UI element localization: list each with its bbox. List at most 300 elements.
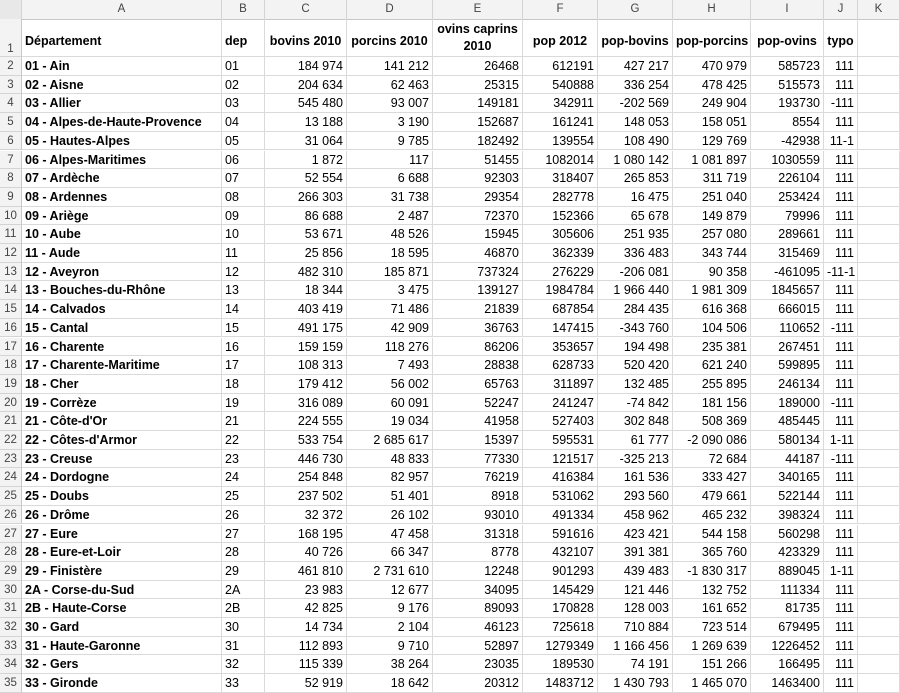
table-cell[interactable] [858, 132, 900, 151]
row-header-19[interactable]: 19 [0, 375, 22, 394]
table-cell[interactable]: 111 [824, 375, 858, 394]
table-cell[interactable] [858, 375, 900, 394]
column-header-j[interactable]: J [824, 0, 858, 19]
table-cell[interactable]: 149181 [433, 94, 523, 113]
table-cell[interactable]: 266 303 [265, 188, 347, 207]
table-cell[interactable] [858, 113, 900, 132]
table-cell[interactable]: 31 [222, 637, 265, 656]
table-cell[interactable]: 403 419 [265, 300, 347, 319]
header-cell-pop-ovins[interactable]: pop-ovins [751, 19, 824, 57]
table-cell[interactable]: 111 [824, 674, 858, 693]
table-cell[interactable]: 311897 [523, 375, 598, 394]
table-cell[interactable]: 226104 [751, 169, 824, 188]
table-cell[interactable] [858, 207, 900, 226]
row-header-31[interactable]: 31 [0, 599, 22, 618]
table-cell[interactable]: -74 842 [598, 394, 673, 413]
table-cell[interactable]: 111 [824, 188, 858, 207]
table-cell[interactable]: 32 372 [265, 506, 347, 525]
table-cell[interactable]: -111 [824, 319, 858, 338]
row-header-32[interactable]: 32 [0, 618, 22, 637]
table-cell[interactable]: 132 752 [673, 581, 751, 600]
table-cell[interactable]: 21839 [433, 300, 523, 319]
table-cell[interactable] [858, 338, 900, 357]
table-cell[interactable]: 25 [222, 487, 265, 506]
table-cell[interactable]: 12 - Aveyron [22, 263, 222, 282]
table-cell[interactable]: 1 430 793 [598, 674, 673, 693]
table-cell[interactable] [858, 431, 900, 450]
table-cell[interactable]: 267451 [751, 338, 824, 357]
table-cell[interactable]: 132 485 [598, 375, 673, 394]
table-cell[interactable]: 666015 [751, 300, 824, 319]
table-cell[interactable]: 90 358 [673, 263, 751, 282]
table-cell[interactable]: 48 526 [347, 225, 433, 244]
table-cell[interactable]: 18 642 [347, 674, 433, 693]
table-cell[interactable]: 194 498 [598, 338, 673, 357]
table-cell[interactable]: 14 [222, 300, 265, 319]
table-cell[interactable]: 31318 [433, 525, 523, 544]
header-cell-pop-bovins[interactable]: pop-bovins [598, 19, 673, 57]
empty-cell-k[interactable] [858, 19, 900, 57]
table-cell[interactable]: 111 [824, 487, 858, 506]
row-header-7[interactable]: 7 [0, 151, 22, 170]
table-cell[interactable]: 612191 [523, 57, 598, 76]
table-cell[interactable]: 423329 [751, 543, 824, 562]
table-cell[interactable]: 737324 [433, 263, 523, 282]
table-cell[interactable]: 29 - Finistère [22, 562, 222, 581]
table-cell[interactable] [858, 543, 900, 562]
table-cell[interactable]: 15 - Cantal [22, 319, 222, 338]
table-cell[interactable]: -325 213 [598, 450, 673, 469]
table-cell[interactable]: 47 458 [347, 525, 433, 544]
table-cell[interactable]: 139554 [523, 132, 598, 151]
row-header-20[interactable]: 20 [0, 394, 22, 413]
table-cell[interactable]: 10 [222, 225, 265, 244]
table-cell[interactable]: 04 [222, 113, 265, 132]
table-cell[interactable]: 22 [222, 431, 265, 450]
table-cell[interactable]: 1226452 [751, 637, 824, 656]
table-cell[interactable]: 315469 [751, 244, 824, 263]
table-cell[interactable]: 56 002 [347, 375, 433, 394]
table-cell[interactable]: 151 266 [673, 655, 751, 674]
table-cell[interactable]: 1-11 [824, 431, 858, 450]
table-cell[interactable]: 725618 [523, 618, 598, 637]
table-cell[interactable]: 9 710 [347, 637, 433, 656]
table-cell[interactable]: 06 [222, 151, 265, 170]
table-cell[interactable]: 111 [824, 300, 858, 319]
table-cell[interactable]: 18 344 [265, 281, 347, 300]
table-cell[interactable]: 60 091 [347, 394, 433, 413]
table-cell[interactable]: 26468 [433, 57, 523, 76]
table-cell[interactable]: 889045 [751, 562, 824, 581]
row-header-24[interactable]: 24 [0, 468, 22, 487]
table-cell[interactable]: 10 - Aube [22, 225, 222, 244]
table-cell[interactable]: 82 957 [347, 468, 433, 487]
table-cell[interactable]: 14 - Calvados [22, 300, 222, 319]
table-cell[interactable]: 72 684 [673, 450, 751, 469]
row-header-5[interactable]: 5 [0, 113, 22, 132]
table-cell[interactable]: 599895 [751, 356, 824, 375]
column-header-e[interactable]: E [433, 0, 523, 19]
table-cell[interactable]: 235 381 [673, 338, 751, 357]
table-cell[interactable]: -2 090 086 [673, 431, 751, 450]
table-cell[interactable]: 189000 [751, 394, 824, 413]
table-cell[interactable]: 38 264 [347, 655, 433, 674]
table-cell[interactable]: 7 493 [347, 356, 433, 375]
table-cell[interactable]: 336 483 [598, 244, 673, 263]
table-cell[interactable]: 111 [824, 637, 858, 656]
header-cell-bovins[interactable]: bovins 2010 [265, 19, 347, 57]
row-header-3[interactable]: 3 [0, 76, 22, 95]
table-cell[interactable]: 470 979 [673, 57, 751, 76]
table-cell[interactable]: 293 560 [598, 487, 673, 506]
table-cell[interactable]: 616 368 [673, 300, 751, 319]
table-cell[interactable] [858, 468, 900, 487]
table-cell[interactable]: 621 240 [673, 356, 751, 375]
table-cell[interactable]: 111 [824, 225, 858, 244]
table-cell[interactable]: 108 490 [598, 132, 673, 151]
table-cell[interactable]: 16 475 [598, 188, 673, 207]
table-cell[interactable]: 276229 [523, 263, 598, 282]
table-cell[interactable]: 02 - Aisne [22, 76, 222, 95]
table-cell[interactable]: 25 856 [265, 244, 347, 263]
row-header-22[interactable]: 22 [0, 431, 22, 450]
table-cell[interactable]: 491 175 [265, 319, 347, 338]
table-cell[interactable]: 560298 [751, 525, 824, 544]
table-cell[interactable]: 108 313 [265, 356, 347, 375]
row-header-11[interactable]: 11 [0, 225, 22, 244]
header-cell-pop[interactable]: pop 2012 [523, 19, 598, 57]
table-cell[interactable]: 27 - Eure [22, 525, 222, 544]
table-cell[interactable]: 28838 [433, 356, 523, 375]
table-cell[interactable]: -111 [824, 394, 858, 413]
table-cell[interactable]: 1483712 [523, 674, 598, 693]
table-cell[interactable]: 255 895 [673, 375, 751, 394]
table-cell[interactable]: 531062 [523, 487, 598, 506]
header-cell-dep[interactable]: dep [222, 19, 265, 57]
table-cell[interactable]: 08 [222, 188, 265, 207]
table-cell[interactable]: 6 688 [347, 169, 433, 188]
table-cell[interactable]: 491334 [523, 506, 598, 525]
table-cell[interactable]: 2A - Corse-du-Sud [22, 581, 222, 600]
table-cell[interactable]: 111 [824, 338, 858, 357]
table-cell[interactable]: 141 212 [347, 57, 433, 76]
table-cell[interactable]: 485445 [751, 412, 824, 431]
table-cell[interactable]: 32 - Gers [22, 655, 222, 674]
table-cell[interactable]: 111 [824, 506, 858, 525]
table-cell[interactable]: 118 276 [347, 338, 433, 357]
table-cell[interactable]: 36763 [433, 319, 523, 338]
table-cell[interactable]: 3 190 [347, 113, 433, 132]
table-cell[interactable]: 19 - Corrèze [22, 394, 222, 413]
row-header-9[interactable]: 9 [0, 188, 22, 207]
table-cell[interactable]: 254 848 [265, 468, 347, 487]
table-cell[interactable]: 111 [824, 599, 858, 618]
table-cell[interactable]: 336 254 [598, 76, 673, 95]
row-header-14[interactable]: 14 [0, 281, 22, 300]
table-cell[interactable]: 86 688 [265, 207, 347, 226]
table-cell[interactable]: 1 081 897 [673, 151, 751, 170]
table-cell[interactable]: 16 [222, 338, 265, 357]
table-cell[interactable]: 21 [222, 412, 265, 431]
row-header-25[interactable]: 25 [0, 487, 22, 506]
column-header-b[interactable]: B [222, 0, 265, 19]
table-cell[interactable] [858, 356, 900, 375]
row-header-21[interactable]: 21 [0, 412, 22, 431]
table-cell[interactable]: 121517 [523, 450, 598, 469]
table-cell[interactable]: 01 - Ain [22, 57, 222, 76]
table-cell[interactable]: 316 089 [265, 394, 347, 413]
table-cell[interactable]: 12 [222, 263, 265, 282]
table-cell[interactable]: 8918 [433, 487, 523, 506]
table-cell[interactable]: 111 [824, 412, 858, 431]
table-cell[interactable]: 152366 [523, 207, 598, 226]
row-header-17[interactable]: 17 [0, 338, 22, 357]
table-cell[interactable]: 18 - Cher [22, 375, 222, 394]
table-cell[interactable]: 23 983 [265, 581, 347, 600]
table-cell[interactable]: 1 966 440 [598, 281, 673, 300]
table-cell[interactable]: -343 760 [598, 319, 673, 338]
table-cell[interactable]: 93010 [433, 506, 523, 525]
row-header-13[interactable]: 13 [0, 263, 22, 282]
row-header-30[interactable]: 30 [0, 581, 22, 600]
table-cell[interactable]: 8778 [433, 543, 523, 562]
table-cell[interactable]: 237 502 [265, 487, 347, 506]
column-header-c[interactable]: C [265, 0, 347, 19]
table-cell[interactable]: 18 595 [347, 244, 433, 263]
table-cell[interactable]: 40 726 [265, 543, 347, 562]
table-cell[interactable]: 15397 [433, 431, 523, 450]
table-cell[interactable]: 282778 [523, 188, 598, 207]
table-cell[interactable]: 111 [824, 57, 858, 76]
table-cell[interactable]: 533 754 [265, 431, 347, 450]
table-cell[interactable]: 20312 [433, 674, 523, 693]
table-cell[interactable]: 111 [824, 113, 858, 132]
table-cell[interactable] [858, 655, 900, 674]
table-cell[interactable]: 458 962 [598, 506, 673, 525]
table-cell[interactable]: 14 734 [265, 618, 347, 637]
table-cell[interactable]: 13 - Bouches-du-Rhône [22, 281, 222, 300]
table-cell[interactable]: 1 465 070 [673, 674, 751, 693]
table-cell[interactable]: 628733 [523, 356, 598, 375]
table-cell[interactable]: 129 769 [673, 132, 751, 151]
table-cell[interactable] [858, 151, 900, 170]
table-cell[interactable]: 2 487 [347, 207, 433, 226]
table-cell[interactable] [858, 94, 900, 113]
table-cell[interactable]: 111 [824, 525, 858, 544]
table-cell[interactable]: 515573 [751, 76, 824, 95]
table-cell[interactable]: 31 738 [347, 188, 433, 207]
table-cell[interactable]: 15 [222, 319, 265, 338]
table-cell[interactable]: 193730 [751, 94, 824, 113]
table-cell[interactable]: 17 - Charente-Maritime [22, 356, 222, 375]
table-cell[interactable]: -461095 [751, 263, 824, 282]
table-cell[interactable]: 166495 [751, 655, 824, 674]
table-cell[interactable]: 111 [824, 356, 858, 375]
table-cell[interactable]: 111 [824, 543, 858, 562]
table-cell[interactable]: 110652 [751, 319, 824, 338]
table-cell[interactable]: 71 486 [347, 300, 433, 319]
table-cell[interactable]: 46870 [433, 244, 523, 263]
table-cell[interactable]: 2A [222, 581, 265, 600]
table-cell[interactable] [858, 300, 900, 319]
table-cell[interactable]: 25315 [433, 76, 523, 95]
table-cell[interactable] [858, 506, 900, 525]
table-cell[interactable] [858, 525, 900, 544]
table-cell[interactable]: 66 347 [347, 543, 433, 562]
table-cell[interactable]: 32 [222, 655, 265, 674]
table-cell[interactable]: 12 677 [347, 581, 433, 600]
table-cell[interactable]: 246134 [751, 375, 824, 394]
table-cell[interactable] [858, 169, 900, 188]
table-cell[interactable] [858, 76, 900, 95]
table-cell[interactable]: 27 [222, 525, 265, 544]
table-cell[interactable]: 1082014 [523, 151, 598, 170]
table-cell[interactable] [858, 188, 900, 207]
header-cell-porcins[interactable]: porcins 2010 [347, 19, 433, 57]
table-cell[interactable]: 34095 [433, 581, 523, 600]
table-cell[interactable]: 710 884 [598, 618, 673, 637]
table-cell[interactable]: 111 [824, 581, 858, 600]
table-cell[interactable]: 86206 [433, 338, 523, 357]
table-cell[interactable]: 391 381 [598, 543, 673, 562]
table-cell[interactable]: 1845657 [751, 281, 824, 300]
table-cell[interactable]: 251 935 [598, 225, 673, 244]
table-cell[interactable]: 31 064 [265, 132, 347, 151]
table-cell[interactable]: 170828 [523, 599, 598, 618]
table-cell[interactable]: 23035 [433, 655, 523, 674]
table-cell[interactable]: 53 671 [265, 225, 347, 244]
table-cell[interactable]: 30 [222, 618, 265, 637]
table-cell[interactable]: 24 - Dordogne [22, 468, 222, 487]
table-cell[interactable]: 343 744 [673, 244, 751, 263]
table-cell[interactable]: 446 730 [265, 450, 347, 469]
table-cell[interactable]: 427 217 [598, 57, 673, 76]
table-cell[interactable]: 33 - Gironde [22, 674, 222, 693]
table-cell[interactable]: 111 [824, 169, 858, 188]
table-cell[interactable]: 362339 [523, 244, 598, 263]
table-cell[interactable] [858, 412, 900, 431]
row-header-35[interactable]: 35 [0, 674, 22, 693]
table-cell[interactable]: 161241 [523, 113, 598, 132]
table-cell[interactable]: 224 555 [265, 412, 347, 431]
table-cell[interactable]: 161 652 [673, 599, 751, 618]
table-cell[interactable]: 51 401 [347, 487, 433, 506]
table-cell[interactable]: 111 [824, 618, 858, 637]
table-cell[interactable]: 05 [222, 132, 265, 151]
table-cell[interactable]: 26 102 [347, 506, 433, 525]
table-cell[interactable]: 189530 [523, 655, 598, 674]
table-cell[interactable]: 253424 [751, 188, 824, 207]
table-cell[interactable]: 527403 [523, 412, 598, 431]
table-cell[interactable]: 398324 [751, 506, 824, 525]
table-cell[interactable]: 29 [222, 562, 265, 581]
table-cell[interactable]: 1463400 [751, 674, 824, 693]
table-cell[interactable]: 06 - Alpes-Maritimes [22, 151, 222, 170]
select-all-corner[interactable] [0, 0, 22, 19]
table-cell[interactable] [858, 263, 900, 282]
column-header-i[interactable]: I [751, 0, 824, 19]
table-cell[interactable]: 15945 [433, 225, 523, 244]
table-cell[interactable]: 31 - Haute-Garonne [22, 637, 222, 656]
column-header-a[interactable]: A [22, 0, 222, 19]
table-cell[interactable]: 112 893 [265, 637, 347, 656]
table-cell[interactable]: 19 [222, 394, 265, 413]
row-header-28[interactable]: 28 [0, 543, 22, 562]
table-cell[interactable]: 522144 [751, 487, 824, 506]
table-cell[interactable]: 79996 [751, 207, 824, 226]
table-cell[interactable]: 121 446 [598, 581, 673, 600]
table-cell[interactable]: 2B - Haute-Corse [22, 599, 222, 618]
table-cell[interactable]: 520 420 [598, 356, 673, 375]
table-cell[interactable]: -111 [824, 450, 858, 469]
table-cell[interactable]: 723 514 [673, 618, 751, 637]
row-header-23[interactable]: 23 [0, 450, 22, 469]
table-cell[interactable]: 1 080 142 [598, 151, 673, 170]
table-cell[interactable]: 115 339 [265, 655, 347, 674]
table-cell[interactable] [858, 244, 900, 263]
table-cell[interactable]: 30 - Gard [22, 618, 222, 637]
table-cell[interactable]: 09 - Ariège [22, 207, 222, 226]
table-cell[interactable]: 333 427 [673, 468, 751, 487]
table-cell[interactable] [858, 637, 900, 656]
table-cell[interactable]: 26 - Drôme [22, 506, 222, 525]
table-cell[interactable]: 479 661 [673, 487, 751, 506]
table-cell[interactable]: 02 [222, 76, 265, 95]
table-cell[interactable]: 65 678 [598, 207, 673, 226]
table-cell[interactable]: 461 810 [265, 562, 347, 581]
table-cell[interactable]: 52897 [433, 637, 523, 656]
table-cell[interactable]: 1 269 639 [673, 637, 751, 656]
table-cell[interactable]: 9 785 [347, 132, 433, 151]
table-cell[interactable]: 540888 [523, 76, 598, 95]
table-cell[interactable]: 01 [222, 57, 265, 76]
table-cell[interactable] [858, 618, 900, 637]
table-cell[interactable]: 19 034 [347, 412, 433, 431]
table-cell[interactable]: 1279349 [523, 637, 598, 656]
table-cell[interactable]: 03 [222, 94, 265, 113]
table-cell[interactable] [858, 450, 900, 469]
row-header-29[interactable]: 29 [0, 562, 22, 581]
table-cell[interactable]: 48 833 [347, 450, 433, 469]
table-cell[interactable] [858, 394, 900, 413]
table-cell[interactable]: 465 232 [673, 506, 751, 525]
table-cell[interactable] [858, 319, 900, 338]
table-cell[interactable]: 478 425 [673, 76, 751, 95]
table-cell[interactable]: 76219 [433, 468, 523, 487]
table-cell[interactable]: 2 685 617 [347, 431, 433, 450]
row-header-4[interactable]: 4 [0, 94, 22, 113]
table-cell[interactable]: 23 [222, 450, 265, 469]
table-cell[interactable]: 1030559 [751, 151, 824, 170]
table-cell[interactable]: -1 830 317 [673, 562, 751, 581]
table-cell[interactable]: 901293 [523, 562, 598, 581]
table-cell[interactable]: 17 [222, 356, 265, 375]
table-cell[interactable]: 257 080 [673, 225, 751, 244]
table-cell[interactable]: 365 760 [673, 543, 751, 562]
table-cell[interactable] [858, 674, 900, 693]
table-cell[interactable] [858, 581, 900, 600]
table-cell[interactable]: 580134 [751, 431, 824, 450]
column-header-d[interactable]: D [347, 0, 433, 19]
table-cell[interactable] [858, 562, 900, 581]
table-cell[interactable]: 591616 [523, 525, 598, 544]
table-cell[interactable]: 182492 [433, 132, 523, 151]
table-cell[interactable] [858, 281, 900, 300]
row-header-16[interactable]: 16 [0, 319, 22, 338]
table-cell[interactable]: 23 - Creuse [22, 450, 222, 469]
table-cell[interactable]: 353657 [523, 338, 598, 357]
table-cell[interactable]: 265 853 [598, 169, 673, 188]
